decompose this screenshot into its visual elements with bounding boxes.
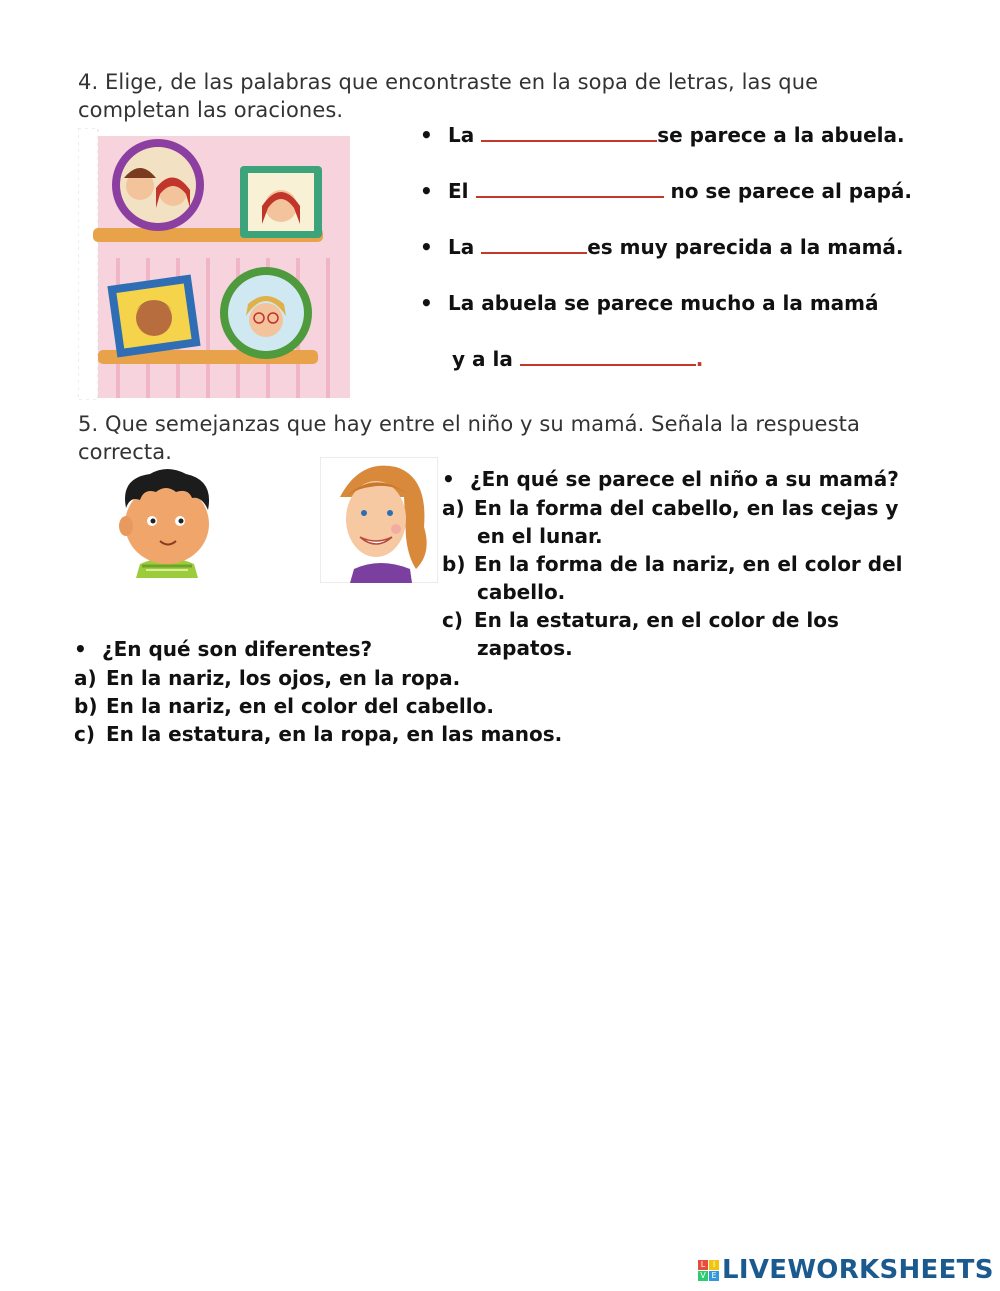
q1-option-c[interactable] bbox=[442, 606, 903, 634]
family-portraits-illustration bbox=[78, 128, 353, 400]
q1-option-b[interactable] bbox=[442, 550, 903, 578]
section5-instruction-line1: 5. Que semejanzas que hay entre el niño y su mamá. Señala la respuesta bbox=[78, 412, 860, 436]
option-text: en el lunar. bbox=[477, 524, 603, 548]
section4-item-4-line2 bbox=[452, 347, 703, 371]
option-letter: b) bbox=[74, 694, 98, 718]
section4-item-4 bbox=[420, 291, 879, 315]
item-1-after: se parece a la abuela. bbox=[657, 123, 905, 147]
item-2-before: El bbox=[448, 179, 469, 203]
bullet: • bbox=[74, 637, 87, 661]
bullet: • bbox=[420, 123, 433, 147]
item-1-blank[interactable] bbox=[481, 139, 657, 142]
item-4-before: La abuela se parece mucho a la mamá bbox=[448, 291, 879, 315]
logo-text: LIVEWORKSHEETS bbox=[722, 1255, 994, 1285]
item-4-period: . bbox=[695, 347, 704, 371]
bullet: • bbox=[420, 179, 433, 203]
q1-text: ¿En qué se parece el niño a su mamá? bbox=[470, 467, 899, 491]
item-3-blank[interactable] bbox=[481, 251, 587, 254]
option-letter: a) bbox=[74, 666, 97, 690]
option-text: En la forma del cabello, en las cejas y bbox=[474, 496, 899, 520]
item-4-line2-before: y a la bbox=[452, 347, 513, 371]
q1-option-a[interactable] bbox=[442, 494, 903, 522]
q2-options bbox=[74, 664, 562, 748]
q1-option-c-cont bbox=[442, 634, 903, 662]
section4-instruction-line1: 4. Elige, de las palabras que encontraste en la sopa de letras, las que bbox=[78, 70, 819, 94]
q2-option-a[interactable] bbox=[74, 664, 562, 692]
mom-illustration bbox=[320, 457, 438, 583]
option-text: En la nariz, los ojos, en la ropa. bbox=[106, 666, 461, 690]
logo-badge-icon: L I V E bbox=[698, 1260, 719, 1281]
section4-item-2 bbox=[420, 179, 912, 203]
section4-instruction bbox=[78, 68, 958, 124]
option-text: En la estatura, en el color de los bbox=[474, 608, 839, 632]
option-text: cabello. bbox=[477, 580, 566, 604]
q2-text: ¿En qué son diferentes? bbox=[102, 637, 373, 661]
option-letter: a) bbox=[442, 496, 465, 520]
option-text: En la forma de la nariz, en el color del bbox=[474, 552, 903, 576]
liveworksheets-logo[interactable] bbox=[698, 1255, 994, 1285]
q2-option-c[interactable] bbox=[74, 720, 562, 748]
q1-question bbox=[442, 467, 899, 491]
item-3-before: La bbox=[448, 235, 475, 259]
q2-option-b[interactable] bbox=[74, 692, 562, 720]
bullet: • bbox=[420, 235, 433, 259]
bullet: • bbox=[420, 291, 433, 315]
section4-item-3 bbox=[420, 235, 904, 259]
option-letter: c) bbox=[442, 608, 463, 632]
q1-option-a-cont bbox=[442, 522, 903, 550]
q1-options bbox=[442, 494, 903, 662]
q1-option-b-cont bbox=[442, 578, 903, 606]
section4-item-1 bbox=[420, 123, 905, 147]
section4-instruction-line2: completan las oraciones. bbox=[78, 98, 344, 122]
q2-question bbox=[74, 637, 372, 661]
item-2-after: no se parece al papá. bbox=[670, 179, 913, 203]
section5-instruction-line2: correcta. bbox=[78, 440, 172, 464]
item-3-after: es muy parecida a la mamá. bbox=[587, 235, 904, 259]
option-letter: b) bbox=[442, 552, 466, 576]
item-2-blank[interactable] bbox=[476, 195, 664, 198]
item-4-blank[interactable] bbox=[520, 363, 696, 366]
section5-instruction bbox=[78, 410, 958, 466]
bullet: • bbox=[442, 467, 455, 491]
option-letter: c) bbox=[74, 722, 95, 746]
option-text: En la nariz, en el color del cabello. bbox=[106, 694, 494, 718]
boy-illustration bbox=[112, 466, 222, 578]
option-text: En la estatura, en la ropa, en las manos. bbox=[106, 722, 563, 746]
option-text: zapatos. bbox=[477, 636, 573, 660]
item-1-before: La bbox=[448, 123, 475, 147]
